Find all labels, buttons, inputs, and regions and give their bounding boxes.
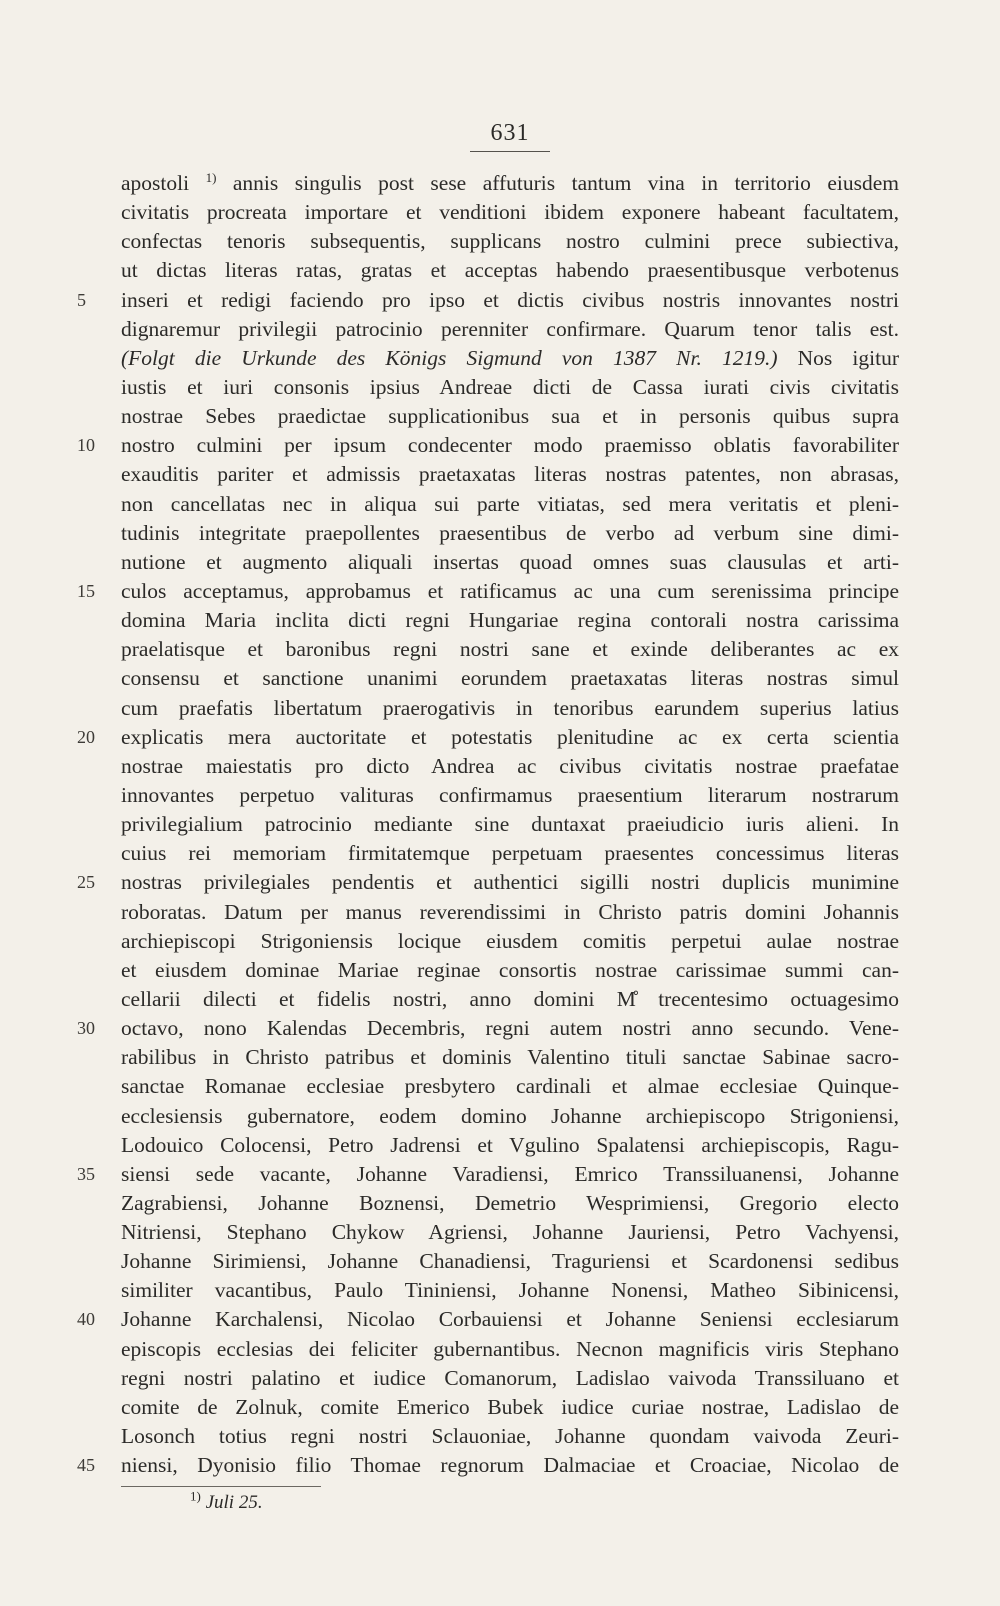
line-text: innovantes perpetuo valituras confirmamus praesentium literarum nostrarum — [121, 782, 899, 807]
footnote-marker: 1) — [190, 1488, 201, 1504]
text-line — [121, 752, 899, 781]
text-line — [121, 1335, 899, 1364]
line-text: episcopis ecclesias dei feliciter gubernantibus. Necnon magnificis viris Stephano — [121, 1336, 899, 1361]
line-text: Lodouico Colocensi, Petro Jadrensi et Vgulino Spalatensi archiepiscopis, Ragu- — [121, 1132, 899, 1157]
line-text: nostras privilegiales pendentis et authentici sigilli nostri duplicis munimine — [121, 870, 899, 895]
text-line — [121, 402, 899, 431]
line-text: cum praefatis libertatum praerogativis in tenoribus earundem superius latius — [121, 695, 899, 720]
text-line — [121, 810, 899, 839]
text-line — [121, 1131, 899, 1160]
line-text: Johanne Sirimiensi, Johanne Chanadiensi, Traguriensi et Scardonensi sedibus — [121, 1249, 899, 1274]
line-text: archiepiscopi Strigoniensis locique eiusdem comitis perpetui aulae nostrae — [121, 928, 899, 953]
text-line — [77, 1014, 899, 1043]
line-text: nostrae Sebes praedictae supplicationibus sua et in personis quibus supra — [121, 404, 899, 429]
line-text: tudinis integritate praepollentes praesentibus de verbo ad verbum sine dimi- — [121, 520, 899, 545]
text-line — [121, 256, 899, 285]
line-number: 20 — [77, 726, 95, 747]
line-number: 45 — [77, 1455, 95, 1476]
text-line — [121, 956, 899, 985]
text-line — [121, 1364, 899, 1393]
line-text: siensi sede vacante, Johanne Varadiensi, Emrico Transsiluanensi, Johanne — [121, 1161, 899, 1186]
line-text: domina Maria inclita dicti regni Hungariae regina contorali nostra carissima — [121, 608, 899, 633]
line-text: Johanne Karchalensi, Nicolao Corbauiensi et Johanne Seniensi ecclesiarum — [121, 1307, 899, 1332]
line-text: nostrae maiestatis pro dicto Andrea ac civibus civitatis nostrae praefatae — [121, 753, 899, 778]
text-line — [77, 1451, 899, 1480]
line-text: civitatis procreata importare et venditioni ibidem exponere habeant facultatem, — [121, 200, 899, 225]
page-number: 631 — [470, 120, 550, 152]
line-text: sanctae Romanae ecclesiae presbytero cardinali et almae ecclesiae Quinque- — [121, 1074, 899, 1099]
line-text: regni nostri palatino et iudice Comanorum, Ladislao vaivoda Transsiluano et — [121, 1365, 899, 1390]
line-text: consensu et sanctione unanimi eorundem praetaxatas literas nostras simul — [121, 666, 899, 691]
text-line — [121, 635, 899, 664]
text-line — [121, 664, 899, 693]
text-line — [121, 315, 899, 344]
line-text: ut dictas literas ratas, gratas et acceptas habendo praesentibusque verbotenus — [121, 258, 899, 283]
line-text: annis singulis post sese affuturis tantum vina in territorio eiusdem — [216, 171, 899, 195]
text-line — [121, 548, 899, 577]
text-line — [77, 431, 899, 460]
footnote — [190, 1488, 263, 1514]
text-line — [121, 519, 899, 548]
text-line — [77, 577, 899, 606]
text-line — [121, 1043, 899, 1072]
line-text: privilegialium patrocinio mediante sine duntaxat praeiudicio iuris alieni. In — [121, 812, 899, 837]
line-text: dignaremur privilegii patrocinio perenniter confirmare. Quarum tenor talis est. — [121, 316, 899, 341]
line-text: comite de Zolnuk, comite Emerico Bubek iudice curiae nostrae, Ladislao de — [121, 1394, 899, 1419]
line-text: octavo, nono Kalendas Decembris, regni autem nostri anno secundo. Vene- — [121, 1016, 899, 1041]
line-text: rabilibus in Christo patribus et dominis Valentino tituli sanctae Sabinae sacro- — [121, 1045, 899, 1070]
line-text: niensi, Dyonisio filio Thomae regnorum Dalmaciae et Croaciae, Nicolao de — [121, 1453, 899, 1478]
text-line — [121, 227, 899, 256]
line-number: 5 — [77, 289, 86, 310]
text-line — [121, 344, 899, 373]
footnote-divider — [121, 1486, 321, 1487]
text-line — [121, 1072, 899, 1101]
text-line — [121, 198, 899, 227]
text-line — [121, 985, 899, 1014]
footnote-reference: 1) — [205, 169, 217, 185]
text-line — [121, 1422, 899, 1451]
line-text: culos acceptamus, approbamus et ratificamus ac una cum serenissima principe — [121, 578, 899, 603]
text-line — [121, 1247, 899, 1276]
line-text: similiter vacantibus, Paulo Tininiensi, Johanne Nonensi, Matheo Sibinicensi, — [121, 1278, 899, 1303]
line-text: ecclesiensis gubernatore, eodem domino Johanne archiepiscopo Strigoniensi, — [121, 1103, 899, 1128]
text-line — [121, 1276, 899, 1305]
line-number: 40 — [77, 1309, 95, 1330]
text-line — [121, 490, 899, 519]
text-line — [121, 169, 899, 198]
line-number: 10 — [77, 435, 95, 456]
line-text: confectas tenoris subsequentis, supplicans nostro culmini prece subiectiva, — [121, 229, 899, 254]
line-text: praelatisque et baronibus regni nostri sane et exinde deliberantes ac ex — [121, 637, 899, 662]
text-line — [121, 1189, 899, 1218]
text-line — [121, 781, 899, 810]
line-text: nostro culmini per ipsum condecenter modo praemisso oblatis favorabiliter — [121, 433, 899, 458]
text-line — [77, 1160, 899, 1189]
text-line — [121, 606, 899, 635]
line-number: 30 — [77, 1018, 95, 1039]
line-text: non cancellatas nec in aliqua sui parte vitiatas, sed mera veritatis et pleni- — [121, 491, 899, 516]
line-text: Losonch totius regni nostri Sclauoniae, Johanne quondam vaivoda Zeuri- — [121, 1424, 899, 1449]
line-text: explicatis mera auctoritate et potestatis plenitudine ac ex certa scientia — [121, 724, 899, 749]
text-line — [121, 1218, 899, 1247]
line-text: Nos igitur — [777, 345, 899, 370]
body-text — [77, 169, 899, 1480]
text-line — [77, 723, 899, 752]
line-text-start: apostoli — [121, 171, 206, 195]
line-text: cuius rei memoriam firmitatemque perpetuam praesentes concessimus literas — [121, 841, 899, 866]
text-line — [121, 1393, 899, 1422]
line-text: exauditis pariter et admissis praetaxatas literas nostras patentes, non abrasas, — [121, 462, 899, 487]
text-line — [77, 868, 899, 897]
text-line — [121, 839, 899, 868]
footnote-text: Juli 25. — [205, 1492, 263, 1513]
line-text: iustis et iuri consonis ipsius Andreae dicti de Cassa iurati civis civitatis — [121, 374, 899, 399]
editorial-note: (Folgt die Urkunde des Königs Sigmund von 1387 Nr. 1219.) — [121, 345, 778, 370]
line-text: Zagrabiensi, Johanne Boznensi, Demetrio Wesprimiensi, Gregorio electo — [121, 1190, 899, 1215]
text-line — [121, 1102, 899, 1131]
line-number: 15 — [77, 580, 95, 601]
line-text: Nitriensi, Stephano Chykow Agriensi, Johanne Jauriensi, Petro Vachyensi, — [121, 1220, 899, 1245]
line-text: nutione et augmento aliquali insertas quoad omnes suas clausulas et arti- — [121, 549, 899, 574]
text-line — [121, 694, 899, 723]
line-text: roboratas. Datum per manus reverendissimi in Christo patris domini Johannis — [121, 899, 899, 924]
line-text: inseri et redigi faciendo pro ipso et dictis civibus nostris innovantes nostri — [121, 287, 899, 312]
text-line — [121, 898, 899, 927]
line-number: 35 — [77, 1163, 95, 1184]
text-line — [121, 373, 899, 402]
line-text: et eiusdem dominae Mariae reginae consortis nostrae carissimae summi can- — [121, 957, 899, 982]
text-line — [77, 1305, 899, 1334]
text-line — [121, 460, 899, 489]
line-number: 25 — [77, 872, 95, 893]
text-line — [121, 927, 899, 956]
text-line — [77, 286, 899, 315]
line-text: cellarii dilecti et fidelis nostri, anno domini M̊ trecentesimo octuagesimo — [121, 986, 899, 1011]
